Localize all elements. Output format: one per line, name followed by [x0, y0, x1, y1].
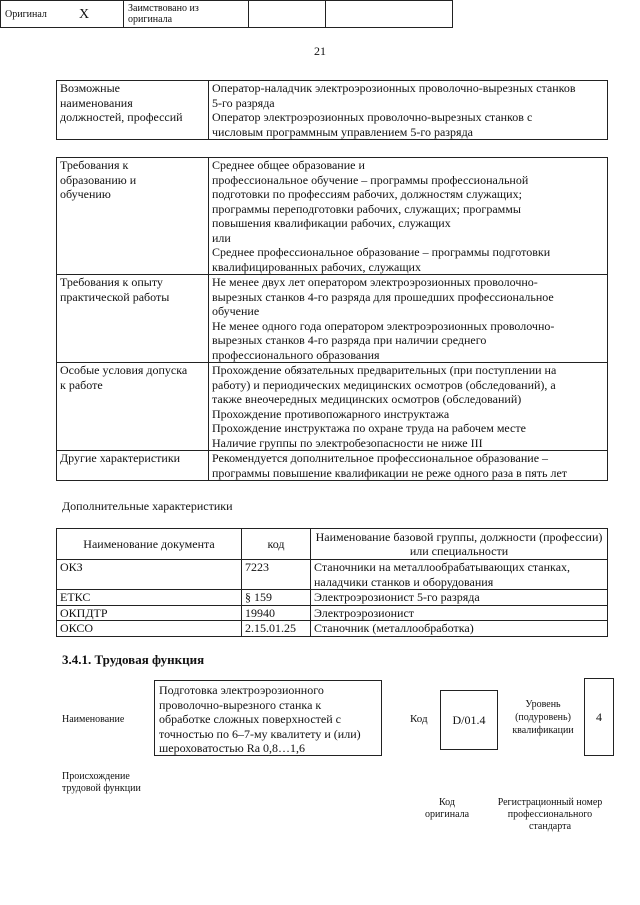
origin-label-line: трудовой функции	[62, 783, 141, 794]
label-line: Требования к	[60, 158, 129, 172]
value-line: Прохождение инструктажа по охране труда на рабочем месте	[212, 421, 526, 435]
original-mark: X	[75, 1, 124, 28]
table-cell: ОКЗ	[57, 560, 242, 590]
table-cell: Электроэрозионист 5-го разряда	[311, 590, 608, 606]
table-row	[57, 158, 608, 275]
function-name-line: обработке сложных поверхностей с	[159, 712, 341, 726]
requirement-value	[209, 158, 608, 275]
classifier-table	[56, 528, 608, 637]
registration-number-caption	[488, 797, 612, 833]
requirement-value	[209, 451, 608, 481]
level-label-line: квалификации	[512, 725, 574, 736]
value-line: Среднее общее образование и	[212, 158, 365, 172]
label-line: практической работы	[60, 289, 170, 304]
function-name-line: шероховатостью Ra 0,8…1,6	[159, 741, 306, 755]
table-row	[57, 560, 608, 590]
value-line: числовым программным управлением 5-го разряда	[212, 124, 473, 139]
label-line: образованию и	[60, 172, 137, 187]
borrowed-line: оригинала	[128, 14, 173, 25]
value-line: программы переподготовки рабочих, служащих; программы	[212, 201, 521, 216]
label-line: Особые условия допуска	[60, 363, 188, 377]
table-row	[57, 590, 608, 606]
table-cell: Станочник (металлообработка)	[311, 621, 608, 637]
level-label-line: Уровень	[525, 699, 561, 710]
section-title: 3.4.1. Трудовая функция	[62, 652, 205, 667]
caption-line: стандарта	[528, 821, 572, 832]
table-row	[57, 605, 608, 621]
value-line: вырезных станков 4-го разряда для прошедших профессиональное	[212, 289, 554, 304]
value-line: Прохождение противопожарного инструктажа	[212, 406, 450, 421]
table-cell: ОКСО	[57, 621, 242, 637]
value-line: Прохождение обязательных предварительных (при поступлении на	[212, 363, 557, 377]
caption-line: Код	[439, 797, 455, 808]
table-cell: § 159	[242, 590, 311, 606]
professions-table	[56, 80, 608, 140]
value-line: профессионального образования	[212, 347, 380, 362]
requirement-label	[57, 275, 209, 363]
column-header: Наименование документа	[57, 529, 242, 560]
original-code-caption	[412, 797, 482, 821]
value-line: подготовки по профессиям рабочих, должностям служащих;	[212, 187, 522, 201]
original-code-cell	[249, 1, 326, 28]
column-header: код	[242, 529, 311, 560]
value-line: также внеочередных медицинских осмотров (обследований)	[212, 392, 522, 406]
original-cell: Оригинал	[1, 1, 76, 28]
table-cell: 7223	[242, 560, 311, 590]
caption-line: профессионального	[507, 809, 593, 820]
label-line: к работе	[60, 377, 103, 392]
requirement-value	[209, 275, 608, 363]
value-line: обучение	[212, 304, 260, 318]
function-code: D/01.4	[440, 690, 498, 750]
professions-value	[209, 81, 608, 140]
table-row	[57, 451, 608, 481]
value-line: повышения квалификации рабочих, служащих	[212, 216, 451, 230]
function-name-line: точностью по 6–7-му квалитету и (или)	[159, 726, 361, 741]
professions-label	[57, 81, 209, 140]
borrowed-line: Заимствовано из	[128, 3, 199, 14]
borrowed-cell	[124, 1, 249, 28]
value-line: Наличие группы по электробезопасности не ниже III	[212, 435, 483, 450]
table-cell: 19940	[242, 605, 311, 621]
level-label	[506, 698, 580, 737]
table-row	[57, 363, 608, 451]
value-line: Оператор-наладчик электроэрозионных проволочно-вырезных станков	[212, 81, 576, 95]
value-line: или	[212, 230, 231, 245]
origin-table	[0, 0, 453, 28]
requirement-label	[57, 363, 209, 451]
requirement-label	[57, 451, 209, 481]
requirements-table	[56, 157, 608, 481]
label-line: должностей, профессий	[60, 110, 183, 124]
page-number: 21	[314, 44, 326, 58]
table-row	[57, 621, 608, 637]
value-line: программы повышение квалификации не реже одного раза в пять лет	[212, 465, 568, 480]
table-cell: Станочники на металлообрабатывающих станках, наладчики станков и оборудования	[311, 560, 608, 590]
table-cell: 2.15.01.25	[242, 621, 311, 637]
label-line: Другие характеристики	[60, 451, 181, 465]
requirement-value	[209, 363, 608, 451]
function-name-line: проволочно-вырезного станка к	[159, 697, 322, 712]
label-line: Требования к опыту	[60, 275, 163, 289]
table-row	[1, 1, 453, 28]
function-name-box	[154, 680, 382, 756]
qualification-level: 4	[584, 678, 614, 756]
table-cell: ЕТКС	[57, 590, 242, 606]
column-header: Наименование базовой группы, должности (профессии) или специальности	[311, 529, 608, 560]
value-line: Не менее одного года оператором электроэрозионных проволочно-	[212, 318, 555, 333]
function-name-line: Подготовка электроэрозионного	[159, 683, 324, 697]
value-line: 5-го разряда	[212, 95, 275, 110]
label-line: обучению	[60, 187, 111, 201]
table-row	[57, 275, 608, 363]
table-cell: Электроэрозионист	[311, 605, 608, 621]
origin-label	[62, 771, 141, 795]
value-line: работу) и периодических медицинских осмотров (обследований), а	[212, 377, 556, 392]
origin-label-line: Происхождение	[62, 771, 130, 782]
value-line: Среднее профессиональное образование – программы подготовки	[212, 245, 551, 259]
table-header-row	[57, 529, 608, 560]
label-line: Возможные	[60, 81, 120, 95]
value-line: Рекомендуется дополнительное профессиональное образование –	[212, 451, 549, 465]
value-line: вырезных станков 4-го разряда при наличии среднего	[212, 333, 487, 347]
caption-line: Регистрационный номер	[497, 797, 603, 808]
code-label: Код	[410, 713, 428, 725]
value-line: профессиональное обучение – программы профессиональной	[212, 172, 529, 187]
value-line: квалифицированных рабочих, служащих	[212, 259, 421, 274]
level-label-line: (подуровень)	[515, 712, 571, 723]
requirement-label	[57, 158, 209, 275]
table-cell: ОКПДТР	[57, 605, 242, 621]
extra-characteristics-title: Дополнительные характеристики	[62, 499, 233, 513]
function-name-label: Наименование	[62, 714, 125, 725]
value-line: Не менее двух лет оператором электроэрозионных проволочно-	[212, 275, 538, 289]
caption-line: оригинала	[424, 809, 470, 820]
value-line: Оператор электроэрозионных проволочно-вырезных станков с	[212, 110, 533, 124]
registration-number-cell	[326, 1, 453, 28]
label-line: наименования	[60, 95, 133, 110]
